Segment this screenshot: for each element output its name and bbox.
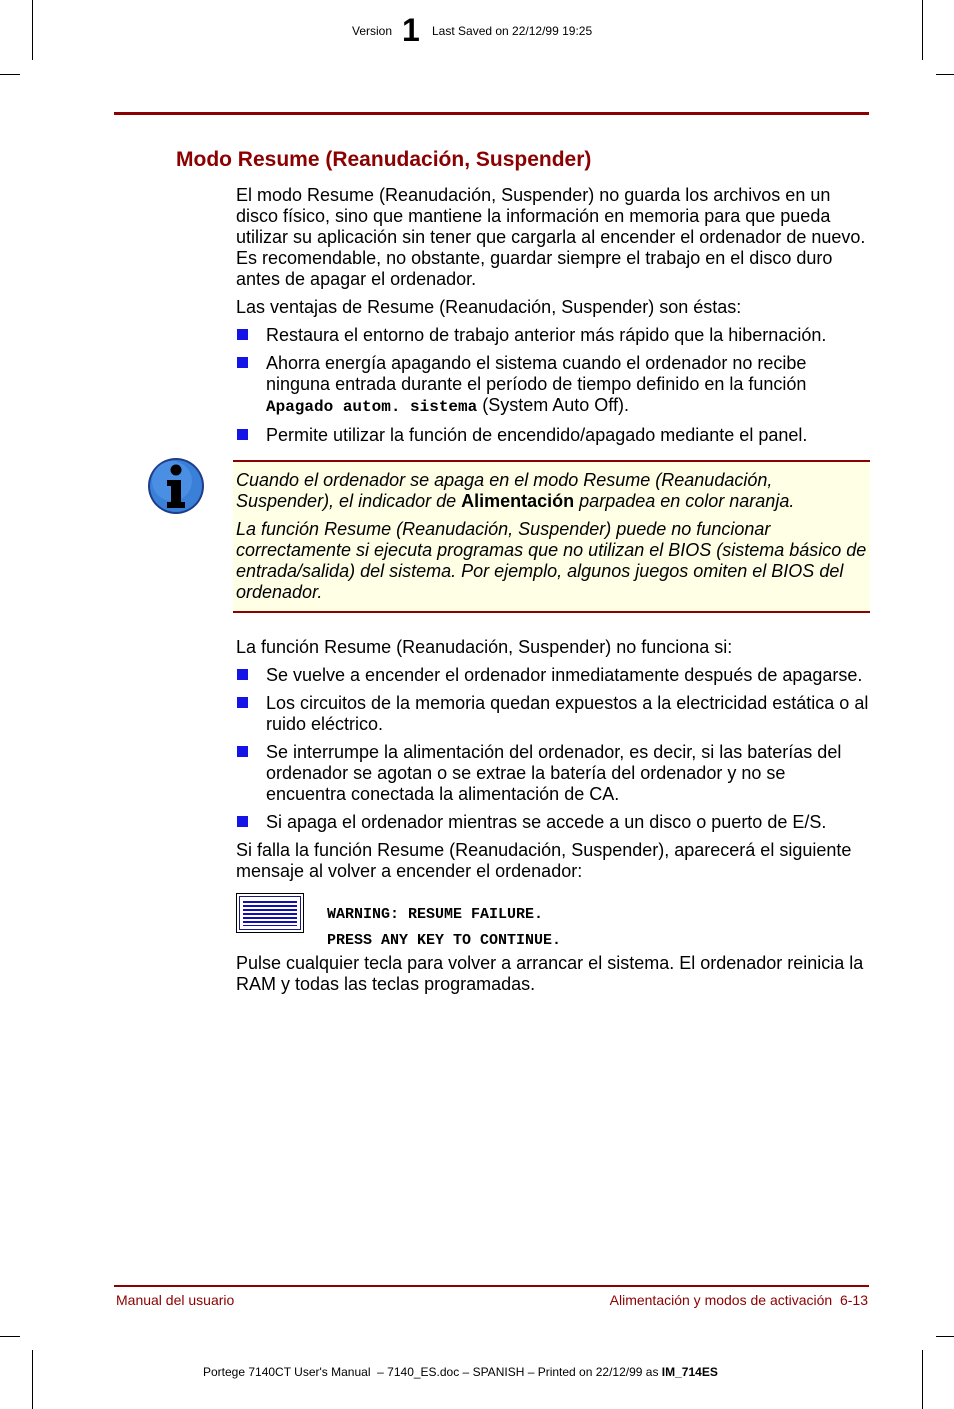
version-number: 1 bbox=[402, 12, 420, 48]
intro-paragraph: El modo Resume (Reanudación, Suspender) no guarda los archivos en un disco físico, sino que mantiene la información en memoria para que pueda utilizar su aplicación sin tener que cargarla al encender el ordenador de nuevo. Es recomendable, no obstante, guardar siempre el trabajo en el disco duro antes de apagar el ordenador. bbox=[236, 185, 866, 289]
screen-icon bbox=[236, 893, 304, 933]
info-icon bbox=[147, 457, 205, 515]
advantages-lead: Las ventajas de Resume (Reanudación, Suspender) son éstas: bbox=[236, 297, 742, 317]
list-item: Permite utilizar la función de encendido/apagado mediante el panel. bbox=[236, 425, 870, 446]
print-info: Portege 7140CT User's Manual – 7140_ES.doc – SPANISH – Printed on 22/12/99 as IM_714ES bbox=[203, 1365, 718, 1379]
square-bullet-icon bbox=[237, 697, 248, 708]
advantages-list bbox=[236, 325, 870, 446]
note-bold-term: Alimentación bbox=[461, 491, 575, 511]
square-bullet-icon bbox=[237, 816, 248, 827]
list-item: Si apaga el ordenador mientras se accede a un disco o puerto de E/S. bbox=[236, 812, 870, 833]
error-message bbox=[327, 902, 561, 954]
list-item: Se vuelve a encender el ordenador inmediatamente después de apagarse. bbox=[236, 665, 870, 686]
last-saved: Last Saved on 22/12/99 19:25 bbox=[432, 24, 593, 38]
note-paragraph: La función Resume (Reanudación, Suspender) puede no funcionar correctamente si ejecuta programas que no utilizan el BIOS (sistema básico de entrada/salida) del sistema. Por ejemplo, algunos juegos omiten el BIOS del ordenador. bbox=[236, 519, 867, 602]
error-message-block bbox=[236, 893, 870, 953]
list-item: Se interrumpe la alimentación del ordenador, es decir, si las baterías del ordenador se agotan o se extrae la batería del ordenador y no se encuentra conectada la alimentación de CA. bbox=[236, 742, 870, 805]
failure-lead: Si falla la función Resume (Reanudación, Suspender), aparecerá el siguiente mensaje al volver a encender el ordenador: bbox=[236, 840, 852, 881]
setting-name: Apagado autom. sistema bbox=[266, 398, 478, 416]
crop-mark bbox=[936, 74, 954, 75]
square-bullet-icon bbox=[237, 746, 248, 757]
crop-mark bbox=[922, 0, 923, 60]
square-bullet-icon bbox=[237, 669, 248, 680]
message-line: PRESS ANY KEY TO CONTINUE. bbox=[327, 932, 562, 949]
note-paragraph: Cuando el ordenador se apaga en el modo Resume (Reanudación, Suspender), el indicador de Alimentación parpadea en color naranja. bbox=[236, 470, 795, 511]
list-item: Los circuitos de la memoria quedan expuestos a la electricidad estática o al ruido eléctrico. bbox=[236, 693, 870, 735]
closing-paragraph: Pulse cualquier tecla para volver a arrancar el sistema. El ordenador reinicia la RAM y todas las teclas programadas. bbox=[236, 953, 864, 994]
footer-rule bbox=[114, 1285, 869, 1287]
crop-mark bbox=[922, 1350, 923, 1409]
version-label: Version bbox=[352, 24, 393, 38]
footer-manual-title: Manual del usuario bbox=[116, 1292, 235, 1308]
not-works-list bbox=[236, 665, 870, 833]
list-item: Restaura el entorno de trabajo anterior más rápido que la hibernación. bbox=[236, 325, 870, 346]
note-box bbox=[233, 460, 870, 613]
square-bullet-icon bbox=[237, 329, 248, 340]
message-line: WARNING: RESUME FAILURE. bbox=[327, 906, 544, 923]
main-content bbox=[236, 185, 870, 995]
square-bullet-icon bbox=[237, 429, 248, 440]
square-bullet-icon bbox=[237, 357, 248, 368]
crop-mark bbox=[0, 1336, 20, 1337]
crop-mark bbox=[936, 1336, 954, 1337]
list-item: Ahorra energía apagando el sistema cuando el ordenador no recibe ninguna entrada durante el período de tiempo definido en la función Apagado autom. sistema (System Auto Off). bbox=[236, 353, 870, 418]
section-title: Modo Resume (Reanudación, Suspender) bbox=[176, 148, 592, 171]
crop-mark bbox=[0, 74, 20, 75]
not-works-lead: La función Resume (Reanudación, Suspender) no funciona si: bbox=[236, 637, 733, 657]
footer-page-info: Alimentación y modos de activación 6-13 bbox=[609, 1292, 868, 1308]
crop-mark bbox=[32, 1350, 33, 1409]
header-rule bbox=[114, 112, 869, 115]
crop-mark bbox=[32, 0, 33, 60]
